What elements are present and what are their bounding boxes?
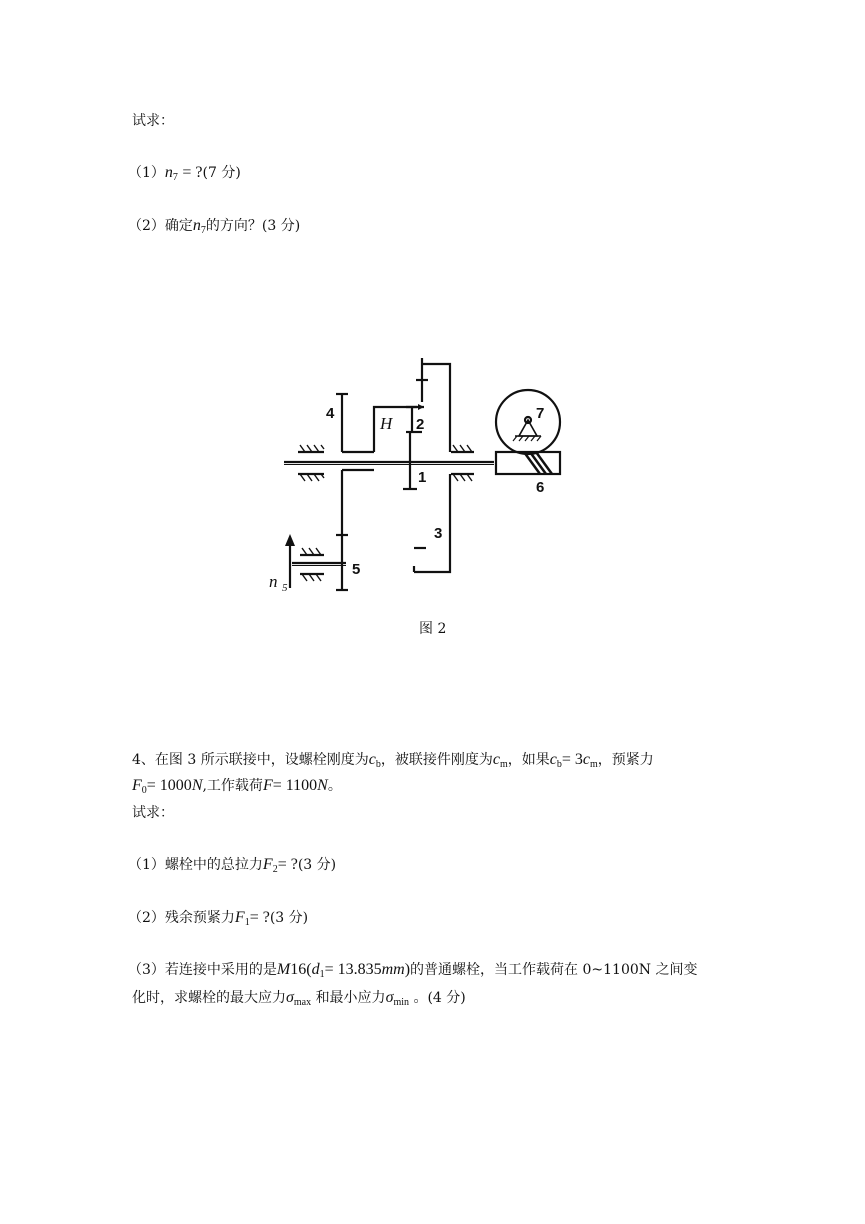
q4-item-1: （1）螺栓中的总拉力$F_2=$ ?(3 分) bbox=[128, 856, 337, 875]
label-input-speed: n bbox=[269, 572, 278, 591]
gear-3 bbox=[422, 364, 450, 452]
q4-item-3: （3）若连接中采用的是$M16(d_1= 13.835mm)$的普通螺栓，当工作载荷在 0~1100N 之间变 bbox=[128, 961, 698, 980]
label-gear-7: 7 bbox=[536, 405, 545, 422]
q4-item-2: （2）残余预紧力$F_1=$ ?(3 分) bbox=[128, 909, 309, 928]
label-gear-4: 4 bbox=[326, 405, 335, 422]
q3-intro: 试求： bbox=[132, 113, 174, 129]
label-gear-1: 1 bbox=[418, 469, 427, 486]
label-gear-3: 3 bbox=[434, 525, 443, 542]
q4-item-3-continued: 化时，求螺栓的最大应力$\sigma_{max}$ 和最小应力$\sigma_{min}$ 。(4 分) bbox=[132, 989, 466, 1008]
figure-caption: 图 2 bbox=[419, 621, 447, 637]
label-gear-5: 5 bbox=[352, 561, 361, 578]
gear-train-figure bbox=[262, 352, 572, 600]
label-gear-6: 6 bbox=[536, 479, 545, 496]
label-carrier-H: H bbox=[380, 414, 393, 433]
q4-line-1: 4、在图 3 所示联接中，设螺栓刚度为$c_b$，被联接件刚度为$c_m$，如果$c_b= 3c_m$，预紧力 bbox=[132, 751, 654, 770]
label-gear-2: 2 bbox=[416, 416, 425, 433]
q3-item-2: （2）确定$n_7$的方向？(3 分) bbox=[128, 217, 301, 236]
q3-item-1: $(1)n_7$ = ?(7 分) bbox=[128, 164, 241, 183]
q4-line-2: $F_0= 1000N$,工作载荷F= 1100N。 bbox=[132, 777, 342, 796]
q4-intro: 试求： bbox=[132, 805, 174, 821]
label-input-speed-sub: 5 bbox=[282, 582, 288, 594]
